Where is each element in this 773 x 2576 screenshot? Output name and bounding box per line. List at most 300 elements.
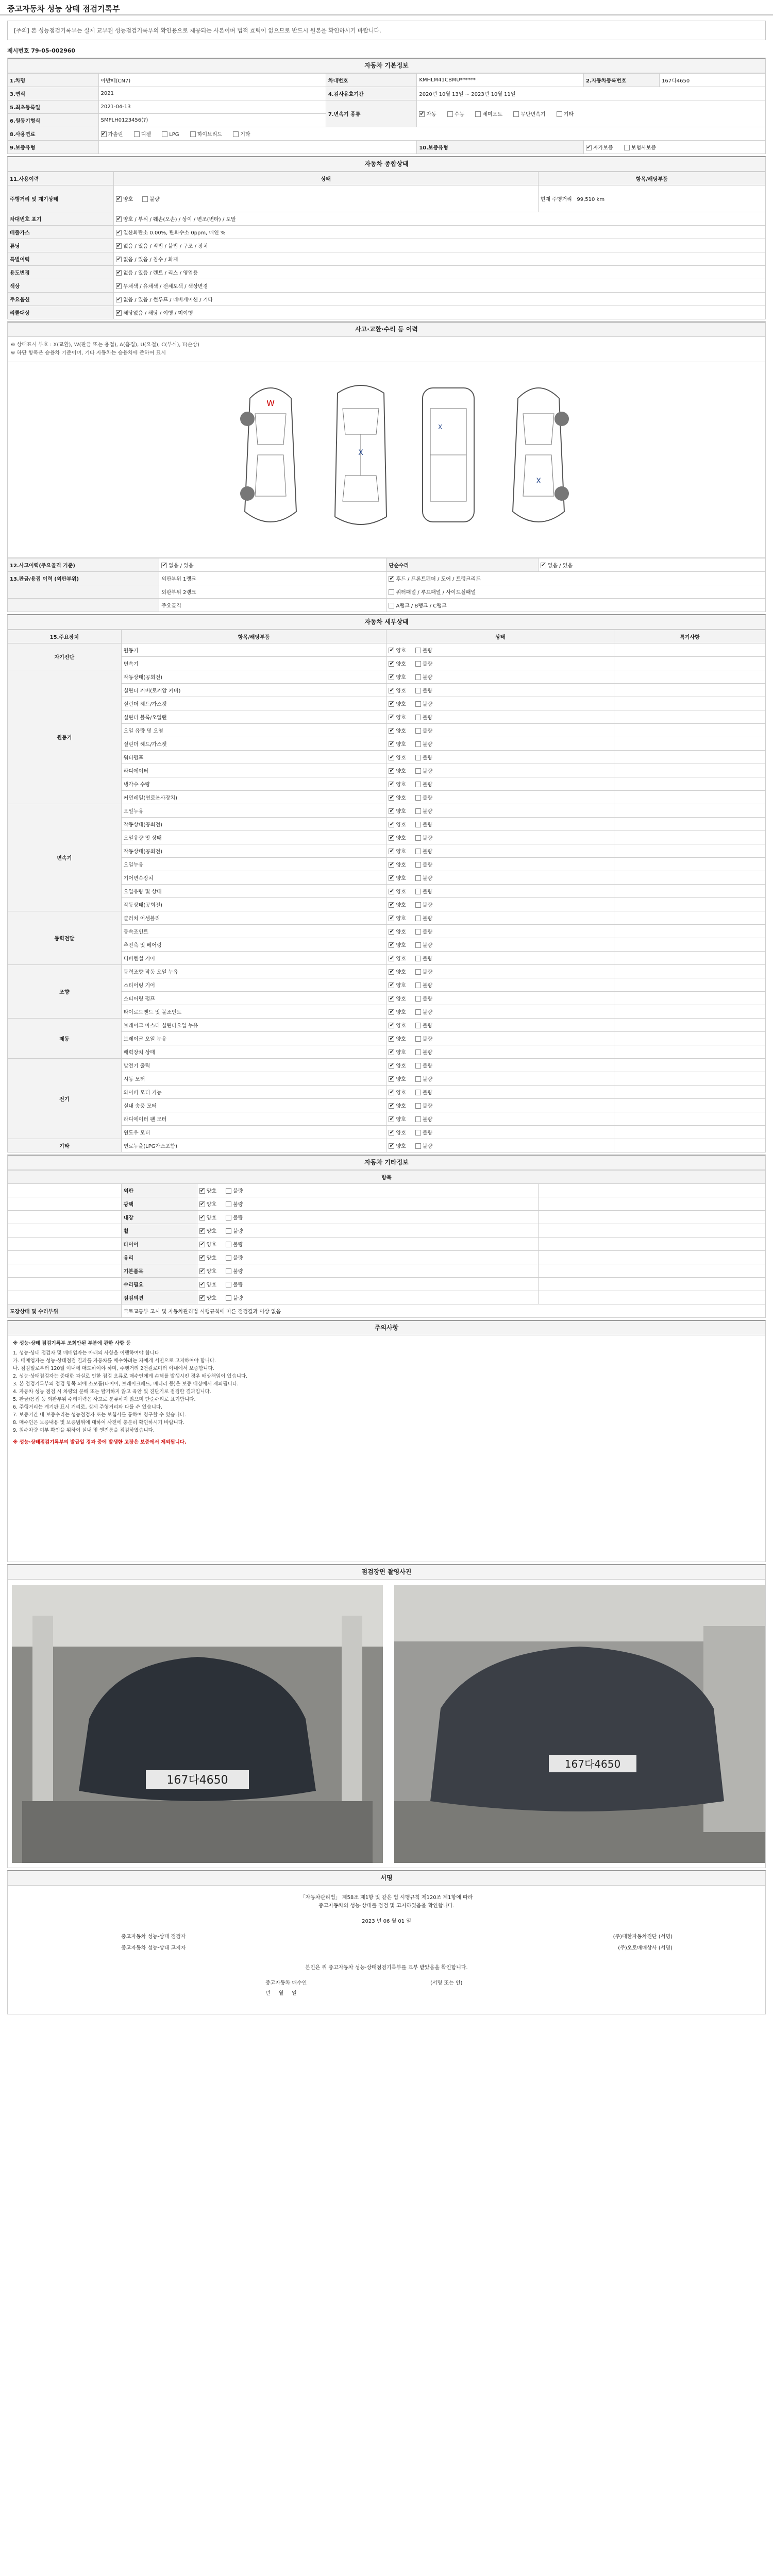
section-etc: 자동차 기타정보	[7, 1155, 766, 1170]
gen-row-label: 차대번호 표기	[8, 212, 114, 226]
detail-note	[614, 871, 765, 885]
etc-status	[197, 1197, 538, 1211]
inspection-period: 2020년 10월 13일 ~ 2023년 10월 11일	[417, 87, 766, 100]
detail-group-label: 변속기	[8, 804, 122, 911]
detail-item-label: 브레이크 오일 누유	[121, 1032, 386, 1045]
year: 2021	[98, 87, 326, 100]
detail-note	[614, 804, 765, 818]
detail-status	[386, 764, 614, 777]
etc-group	[8, 1251, 122, 1264]
detail-note	[614, 1045, 765, 1059]
etc-group	[8, 1184, 122, 1197]
detail-head-3: 특기사항	[614, 630, 765, 643]
checkbox-mark	[389, 782, 394, 787]
detail-item-label: 등속조인트	[121, 925, 386, 938]
status-option: 양호	[206, 1282, 217, 1288]
status-option: 불량	[233, 1202, 243, 1208]
mileage-cell	[538, 185, 765, 212]
detail-item-label: 윈도우 모터	[121, 1126, 386, 1139]
checkbox-mark	[389, 648, 394, 653]
checkbox-mark	[226, 1242, 231, 1247]
sign-line-3: 본인은 위 중고자동차 성능·상태점검기록부를 교부 받았음을 확인합니다.	[305, 1965, 468, 1971]
svg-text:X: X	[438, 423, 443, 431]
detail-status	[386, 1126, 614, 1139]
opt-bad: 불량	[149, 197, 160, 202]
checkbox-mark	[389, 982, 394, 988]
detail-status	[386, 670, 614, 684]
checkbox-mark	[389, 889, 394, 894]
etc-item-label: 내장	[121, 1211, 197, 1224]
etc-extra	[538, 1224, 765, 1238]
detail-item-label: 타이로드엔드 및 볼조인트	[121, 1005, 386, 1019]
caution-line: 1. 성능·상태 점검자 및 매매업자는 아래의 사항을 이행하여야 합니다.	[13, 1350, 161, 1356]
checkbox-mark	[389, 661, 394, 667]
label-vin: 차대번호	[326, 74, 417, 87]
checkbox-mark	[199, 1282, 205, 1287]
status-option: 양호	[206, 1269, 217, 1275]
checkbox-mark	[415, 768, 421, 774]
cert-label: 제시번호	[7, 47, 29, 54]
label-first-reg: 5.최초등록일	[8, 100, 99, 114]
mileage-status: 현재 주행거리	[540, 197, 572, 202]
etc-status	[197, 1238, 538, 1251]
checkbox-hybrid	[190, 131, 196, 137]
acc-opts: 없음 / 있음	[169, 563, 194, 569]
gen-row-value	[113, 252, 765, 266]
checkbox-mark	[226, 1188, 231, 1194]
checkbox-mark	[389, 1076, 394, 1082]
caution-line: 3. 본 점검기록부의 점검 항목 외에 소모품(타이어, 브레이크패드, 배터리 등)은 보증 대상에서 제외됩니다.	[13, 1381, 239, 1387]
detail-row	[8, 965, 766, 978]
status-option: 양호	[396, 782, 406, 788]
checkbox-mark	[116, 283, 122, 289]
status-option: 양호	[396, 903, 406, 908]
first-reg: 2021-04-13	[98, 100, 326, 114]
etc-row	[8, 1224, 766, 1238]
detail-row	[8, 710, 766, 724]
detail-item-label: 워터펌프	[121, 751, 386, 764]
etc-note-label: 도장상태 및 수리부위	[8, 1304, 122, 1318]
detail-row	[8, 804, 766, 818]
status-option: 불량	[422, 1130, 433, 1136]
detail-status	[386, 1045, 614, 1059]
vin: KMHLM41CBMU******	[417, 74, 584, 87]
caution-line: 가. 매매업자는 성능·상태점검 결과를 자동차를 매수하려는 자에게 서면으로 고지하여야 합니다.	[13, 1358, 216, 1364]
detail-note	[614, 911, 765, 925]
checkbox-good	[116, 196, 122, 202]
detail-row	[8, 777, 766, 791]
etc-group	[8, 1211, 122, 1224]
caution-line: 4. 자동차 성능 점검 시 차량의 분해 또는 탈거하지 않고 육안 및 진단기로 점검한 결과입니다.	[13, 1389, 211, 1395]
gen-row-value	[113, 212, 765, 226]
checkbox-mark	[415, 1130, 421, 1136]
mileage-opts	[113, 185, 538, 212]
etc-status	[197, 1224, 538, 1238]
status-option: 불량	[422, 876, 433, 882]
status-option: 양호	[206, 1202, 217, 1208]
detail-item-label: 오일 유량 및 오염	[121, 724, 386, 737]
detail-row	[8, 978, 766, 992]
detail-status	[386, 791, 614, 804]
detail-item-label: 오일유량 및 상태	[121, 885, 386, 898]
detail-status	[386, 1139, 614, 1153]
buyer-label: 중고자동차 매수인	[265, 1980, 307, 1986]
detail-note	[614, 1032, 765, 1045]
opt-manual: 수동	[454, 112, 465, 117]
mileage-value: 99,510 km	[577, 197, 605, 202]
inspector-label: 중고자동차 성능·상태 점검자	[121, 1934, 186, 1940]
detail-head-0: 15.주요장치	[8, 630, 122, 643]
detail-row	[8, 938, 766, 952]
status-option: 양호	[396, 742, 406, 748]
detail-note	[614, 898, 765, 911]
checkbox-mark	[116, 270, 122, 276]
checkbox-mark	[415, 688, 421, 693]
label-inspection: 4.검사유효기간	[326, 87, 417, 100]
checkbox-mark	[415, 875, 421, 881]
detail-item-label: 스티어링 기어	[121, 978, 386, 992]
gen-row-label: 색상	[8, 279, 114, 293]
caution-notes	[7, 1335, 766, 1562]
etc-extra	[538, 1184, 765, 1197]
etc-extra	[538, 1211, 765, 1224]
label-car-name: 1.차명	[8, 74, 99, 87]
status-option: 불량	[422, 755, 433, 761]
detail-row	[8, 670, 766, 684]
gen-head-1: 상태	[113, 172, 538, 185]
opt-auto: 자동	[426, 112, 436, 117]
status-option: 불량	[422, 809, 433, 815]
checkbox-mark	[415, 1103, 421, 1109]
checkbox-mark	[415, 1116, 421, 1122]
detail-status	[386, 1112, 614, 1126]
gen-row-label: 튜닝	[8, 239, 114, 252]
detail-item-label: 작동상태(공회전)	[121, 818, 386, 831]
status-option: 양호	[396, 970, 406, 975]
detail-note	[614, 818, 765, 831]
etc-body	[8, 1184, 766, 1304]
checkbox-mark	[415, 661, 421, 667]
detail-note	[614, 670, 765, 684]
detail-row	[8, 1086, 766, 1099]
checkbox-mark	[226, 1201, 231, 1207]
detail-status	[386, 952, 614, 965]
detail-item-label: 작동상태(공회전)	[121, 844, 386, 858]
checkbox-mark	[389, 576, 394, 582]
label-warranty-type: 10.보증유형	[417, 141, 584, 154]
etc-extra	[538, 1264, 765, 1278]
checkbox-mark	[415, 1143, 421, 1149]
status-option: 불량	[233, 1189, 243, 1194]
detail-note	[614, 684, 765, 697]
buyer-name: (서명 또는 인)	[430, 1980, 463, 1986]
detail-status	[386, 858, 614, 871]
section-sign: 서명	[7, 1870, 766, 1886]
checkbox-mark	[415, 849, 421, 854]
detail-status	[386, 911, 614, 925]
opt-etc: 기타	[563, 112, 574, 117]
status-option: 불량	[422, 782, 433, 788]
caution-line: 5. 판금/용접 등 외판부위 수리이력은 사고로 분류하지 않으며 단순수리로 표기합니다.	[13, 1397, 196, 1402]
gen-row-label: 주요옵션	[8, 293, 114, 306]
etc-status	[197, 1278, 538, 1291]
detail-row	[8, 1139, 766, 1153]
car-side-left-icon	[234, 378, 307, 532]
acc-sub: 주요골격	[159, 599, 386, 612]
status-option: 불량	[422, 675, 433, 681]
checkbox-mark	[389, 822, 394, 827]
checkbox-mark	[389, 688, 394, 693]
etc-status	[197, 1264, 538, 1278]
detail-row	[8, 724, 766, 737]
detail-item-label: 실내 송풍 모터	[121, 1099, 386, 1112]
gen-row-text: 일산화탄소 0.00%, 탄화수소 0ppm, 매연 %	[123, 230, 226, 236]
status-option: 불량	[422, 996, 433, 1002]
detail-group-label: 원동기	[8, 670, 122, 804]
detail-note	[614, 1019, 765, 1032]
opt-insurer-warranty: 보험사보증	[631, 145, 657, 151]
etc-item-label: 외판	[121, 1184, 197, 1197]
detail-group-label: 기타	[8, 1139, 122, 1153]
checkbox-mark	[199, 1201, 205, 1207]
checkbox-mark	[415, 648, 421, 653]
detail-item-label: 배력장치 상태	[121, 1045, 386, 1059]
status-option: 양호	[396, 996, 406, 1002]
checkbox-mark	[415, 808, 421, 814]
detail-status	[386, 657, 614, 670]
opt-semi: 세미오토	[482, 112, 502, 117]
detail-note	[614, 1072, 765, 1086]
detail-note	[614, 831, 765, 844]
checkbox-mark	[116, 243, 122, 249]
detail-head-1: 항목/해당부품	[121, 630, 386, 643]
checkbox-mark	[389, 755, 394, 760]
detail-body	[8, 643, 766, 1153]
detail-item-label: 시동 모터	[121, 1072, 386, 1086]
checkbox-mark	[389, 589, 394, 595]
detail-item-label: 냉각수 수량	[121, 777, 386, 791]
checkbox-mark	[226, 1215, 231, 1221]
checkbox-manual	[447, 111, 453, 117]
status-option: 양호	[396, 929, 406, 935]
status-option: 양호	[396, 715, 406, 721]
detail-row	[8, 871, 766, 885]
caution-lines	[13, 1349, 760, 1434]
caution-line: 나. 점검일로부터 120일 이내에 매도하여야 하며, 주행거리 2천킬로미터 이내에서 보증합니다.	[13, 1366, 214, 1371]
acc-opts-2: 없음 / 있음	[547, 563, 573, 569]
status-option: 양호	[396, 1037, 406, 1042]
gen-head-0: 11.사용이력	[8, 172, 114, 185]
section-photo: 점검장면 촬영사진	[7, 1564, 766, 1580]
inspection-photo-rear-icon	[394, 1585, 765, 1863]
detail-status	[386, 710, 614, 724]
gen-row-label: 특별이력	[8, 252, 114, 266]
checkbox-mark	[389, 795, 394, 801]
checkbox-mark	[389, 1130, 394, 1136]
checkbox-gasoline	[101, 131, 107, 137]
checkbox-mark	[415, 715, 421, 720]
detail-note	[614, 764, 765, 777]
status-option: 양호	[396, 1050, 406, 1056]
detail-item-label: 실린더 블록/오일팬	[121, 710, 386, 724]
acc-parts	[386, 585, 766, 599]
checkbox-mark	[415, 1049, 421, 1055]
checkbox-mark	[389, 1036, 394, 1042]
detail-row	[8, 992, 766, 1005]
detail-note	[614, 1139, 765, 1153]
etc-row	[8, 1197, 766, 1211]
detail-status	[386, 751, 614, 764]
opt-self-warranty: 자가보증	[593, 145, 613, 151]
detail-item-label: 오일유량 및 상태	[121, 831, 386, 844]
acc-label-2: 단순수리	[386, 558, 538, 572]
section-accident: 사고·교환·수리 등 이력	[7, 321, 766, 337]
checkbox-mark	[415, 1090, 421, 1095]
checkbox-fuel-etc	[233, 131, 239, 137]
gen-row-text: 없음 / 있음 / 침수 / 화재	[123, 257, 178, 263]
etc-item-label: 수리필요	[121, 1278, 197, 1291]
checkbox-mark	[415, 701, 421, 707]
detail-item-label: 추진축 및 베어링	[121, 938, 386, 952]
detail-status	[386, 831, 614, 844]
etc-row	[8, 1211, 766, 1224]
detail-item-label: 기어변속장치	[121, 871, 386, 885]
ymd-year: 년	[265, 1991, 271, 1996]
status-option: 불량	[422, 956, 433, 962]
gen-row-label: 배출가스	[8, 226, 114, 239]
detail-note	[614, 1126, 765, 1139]
etc-row	[8, 1251, 766, 1264]
opt-cvt: 무단변속기	[520, 112, 546, 117]
status-option: 불량	[422, 1077, 433, 1082]
acc-label: 12.사고이력(주요골격 기준)	[8, 558, 159, 572]
status-option: 불량	[422, 1117, 433, 1123]
car-diagram	[7, 362, 766, 558]
detail-note	[614, 1112, 765, 1126]
status-option: 불량	[422, 715, 433, 721]
etc-row	[8, 1278, 766, 1291]
detail-note	[614, 710, 765, 724]
checkbox-mark	[226, 1228, 231, 1234]
checkbox-mark	[199, 1255, 205, 1261]
status-option: 불량	[422, 943, 433, 948]
gen-row-label: 용도변경	[8, 266, 114, 279]
detail-item-label: 브레이크 마스터 실린더오일 누유	[121, 1019, 386, 1032]
acc-value	[159, 558, 386, 572]
status-option: 불량	[422, 1063, 433, 1069]
status-option: 양호	[396, 1117, 406, 1123]
acc-sub: 외판부위 2랭크	[159, 585, 386, 599]
checkbox-auto	[419, 111, 425, 117]
status-option: 불량	[233, 1296, 243, 1301]
status-option: 양호	[396, 1010, 406, 1015]
detail-note	[614, 1086, 765, 1099]
checkbox-mark	[199, 1242, 205, 1247]
checkbox-mark	[389, 862, 394, 868]
checkbox-mark	[116, 310, 122, 316]
detail-status	[386, 938, 614, 952]
checkbox-mark	[389, 916, 394, 921]
detail-item-label: 실린더 헤드/가스켓	[121, 737, 386, 751]
status-option: 불량	[233, 1242, 243, 1248]
status-option: 양호	[396, 876, 406, 882]
checkbox-mark	[389, 996, 394, 1002]
gen-row-text: 무채색 / 유채색 / 전체도색 / 색상변경	[123, 284, 208, 290]
detail-row	[8, 844, 766, 858]
etc-item-label: 휠	[121, 1224, 197, 1238]
detail-note	[614, 777, 765, 791]
caution-line: 7. 보증기간 내 보증수리는 성능점검자 또는 보험사를 통하여 청구할 수 있습니다.	[13, 1412, 186, 1418]
status-option: 양호	[396, 769, 406, 774]
status-option: 불량	[422, 1104, 433, 1109]
sign-line-1: 「자동차관리법」 제58조 제1항 및 같은 법 시행규칙 제120조 제1항에 따라	[300, 1895, 473, 1901]
opt-lpg: LPG	[169, 132, 179, 138]
buyer-date	[265, 1989, 297, 1996]
label-warranty: 9.보증유형	[8, 141, 99, 154]
status-option: 불량	[422, 916, 433, 922]
status-option: 양호	[396, 728, 406, 734]
detail-note	[614, 965, 765, 978]
status-option: 불량	[422, 742, 433, 748]
checkbox-mark	[389, 902, 394, 908]
detail-status	[386, 1059, 614, 1072]
detail-note	[614, 724, 765, 737]
detail-row	[8, 831, 766, 844]
detail-item-label: 디퍼렌셜 기어	[121, 952, 386, 965]
status-option: 불량	[422, 702, 433, 707]
document-body	[0, 58, 773, 2014]
detail-status	[386, 818, 614, 831]
sign-area	[7, 1886, 766, 2014]
status-option: 양호	[206, 1256, 217, 1261]
detail-note	[614, 737, 765, 751]
detail-status	[386, 978, 614, 992]
etc-head: 항목	[8, 1171, 766, 1184]
etc-row	[8, 1264, 766, 1278]
doc-title: 중고자동차 성능 상태 점검기록부	[0, 0, 773, 15]
status-option: 불량	[422, 1050, 433, 1056]
detail-item-label: 라디에이터	[121, 764, 386, 777]
etc-item-label: 타이어	[121, 1238, 197, 1251]
detail-note	[614, 1059, 765, 1072]
status-option: 불량	[233, 1256, 243, 1261]
detail-group-label: 동력전달	[8, 911, 122, 965]
checkbox-mark	[226, 1282, 231, 1287]
checkbox-mark	[541, 563, 546, 568]
detail-item-label: 실린더 헤드/가스켓	[121, 697, 386, 710]
detail-status	[386, 992, 614, 1005]
checkbox-mark	[415, 982, 421, 988]
detail-row	[8, 737, 766, 751]
checkbox-mark	[389, 1103, 394, 1109]
inspection-photo-front-icon	[12, 1585, 383, 1863]
status-option: 양호	[396, 1130, 406, 1136]
checkbox-mark	[415, 1036, 421, 1042]
detail-row	[8, 1112, 766, 1126]
checkbox-mark	[389, 1023, 394, 1028]
checkbox-mark	[389, 1090, 394, 1095]
label-engine: 6.원동기형식	[8, 114, 99, 127]
caution-footer: ※ 성능·상태점검기록부의 발급일 경과 중에 발생한 고장은 보증에서 제외됩니다.	[13, 1439, 187, 1445]
detail-status	[386, 1072, 614, 1086]
detail-group-label: 자기진단	[8, 643, 122, 670]
checkbox-mark	[389, 942, 394, 948]
notice-box: [주의] 본 성능점검기록부는 실제 교부된 성능점검기록부의 확인용으로 제공되는 사본이며 법적 효력이 없으므로 반드시 원본을 확인하시기 바랍니다.	[7, 21, 766, 40]
opt-diesel: 디젤	[141, 132, 152, 138]
checkbox-mark	[389, 1009, 394, 1015]
checkbox-mark	[199, 1295, 205, 1301]
car-name: 아반떼(CN7)	[98, 74, 326, 87]
